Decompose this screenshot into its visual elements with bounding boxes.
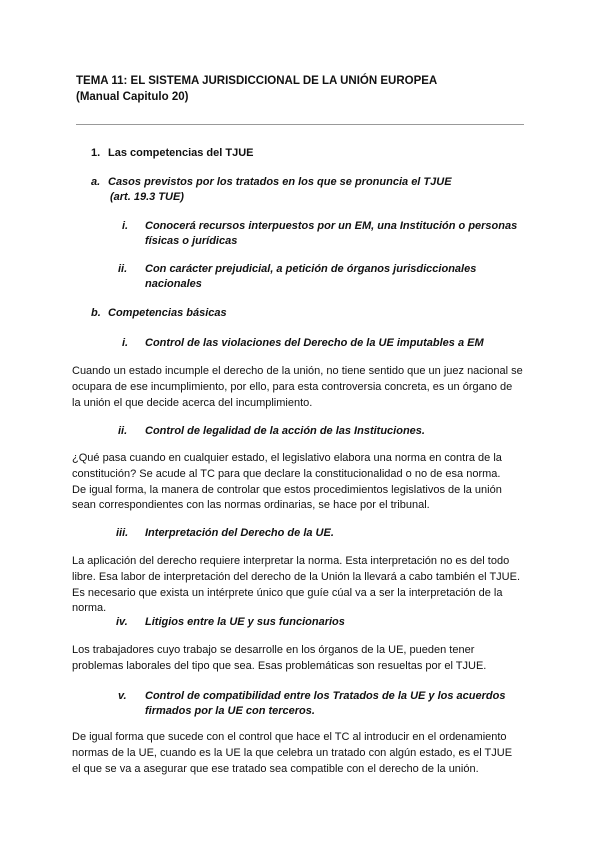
- subsection-b-heading: Competencias básicas: [108, 307, 227, 319]
- a-item-ii-line-1: Con carácter prejudicial, a petición de órganos jurisdiccionales: [145, 263, 477, 275]
- b-item-iv-paragraph: [72, 643, 532, 675]
- subsection-a-line-2: (art. 19.3 TUE): [110, 191, 184, 203]
- paragraph-line: La aplicación del derecho requiere interpretar la norma. Esta interpretación no es del todo: [72, 555, 510, 567]
- paragraph-line: sean correspondientes con las normas ordinarias, se hace por el tribunal.: [72, 499, 430, 512]
- a-item-ii-line-2: nacionales: [145, 278, 202, 290]
- paragraph-line: normas de la UE, cuando es la UE la que celebra un tratado con algún estado, es el TJUE: [72, 746, 513, 759]
- a-item-ii-text: [145, 262, 476, 292]
- paragraph-line: constitución? Se acude al TC para que declare la constitucionalidad o no de esa norma.: [72, 467, 501, 480]
- paragraph-line: ¿Qué pasa cuando en cualquier estado, el legislativo elabora una norma en contra de la: [72, 452, 502, 464]
- paragraph-line: De igual forma que sucede con el control que hace el TC al introducir en el ordenamiento: [72, 731, 507, 743]
- paragraph-line: el que se va a asegurar que ese tratado sea compatible con el derecho de la unión.: [72, 762, 479, 775]
- b-item-v-heading-line-1: Control de compatibilidad entre los Tratados de la UE y los acuerdos: [145, 690, 506, 702]
- a-item-i-line-2: físicas o jurídicas: [145, 235, 238, 247]
- b-item-i-heading: Control de las violaciones del Derecho de la UE imputables a EM: [145, 337, 484, 349]
- b-item-iv-marker: iv.: [116, 616, 128, 628]
- b-item-v-heading: [145, 689, 505, 719]
- paragraph-line: Los trabajadores cuyo trabajo se desarrolle en los órganos de la UE, pueden tener: [72, 644, 475, 656]
- subsection-b-marker: b.: [91, 307, 101, 319]
- b-item-v-marker: v.: [118, 690, 127, 702]
- b-item-ii-paragraph: [72, 451, 532, 514]
- b-item-iv-heading: Litigios entre la UE y sus funcionarios: [145, 616, 345, 628]
- title-line-1: TEMA 11: EL SISTEMA JURISDICCIONAL DE LA UNIÓN EUROPEA: [76, 75, 438, 87]
- paragraph-line: Es necesario que exista un intérprete único que guíe cúal va a ser la interpretación de la: [72, 586, 503, 599]
- paragraph-line: ocupara de ese incumplimiento, por ello, para esta controversia concreta, es un órgano de: [72, 380, 513, 393]
- paragraph-line: De igual forma, la manera de controlar que estos procedimientos legislativos de la unión: [72, 483, 502, 496]
- paragraph-line: problemas laborales del tipo que sea. Esas problemáticas son resueltas por el TJUE.: [72, 659, 487, 672]
- paragraph-line: la unión el que decide acerca del incumplimiento.: [72, 396, 313, 409]
- b-item-i-marker: i.: [122, 337, 129, 349]
- a-item-ii-marker: ii.: [118, 263, 128, 275]
- paragraph-line: Cuando un estado incumple el derecho de la unión, no tiene sentido que un juez nacional se: [72, 365, 523, 377]
- b-item-iii-paragraph: [72, 554, 532, 617]
- subsection-a-marker: a.: [91, 176, 101, 188]
- b-item-i-paragraph: [72, 364, 532, 411]
- paragraph-line: libre. Esa labor de interpretación del derecho de la Unión la llevará a cabo también el TJUE.: [72, 570, 520, 583]
- a-item-i-line-1: Conocerá recursos interpuestos por un EM, una Institución o personas: [145, 220, 518, 232]
- title-line-2: (Manual Capitulo 20): [76, 91, 189, 103]
- horizontal-divider: [76, 124, 524, 125]
- subsection-a-line-1: Casos previstos por los tratados en los que se pronuncia el TJUE: [108, 176, 452, 188]
- b-item-iii-marker: iii.: [116, 527, 129, 539]
- a-item-i-text: [145, 219, 517, 249]
- b-item-iii-heading: Interpretación del Derecho de la UE.: [145, 527, 334, 539]
- b-item-ii-heading: Control de legalidad de la acción de las Instituciones.: [145, 425, 425, 437]
- a-item-i-marker: i.: [122, 220, 129, 232]
- section-1-heading: Las competencias del TJUE: [108, 147, 254, 159]
- subsection-a-heading: [108, 175, 452, 205]
- section-1-number: 1.: [91, 147, 101, 159]
- paragraph-line: norma.: [72, 602, 107, 615]
- b-item-v-heading-line-2: firmados por la UE con terceros.: [145, 705, 315, 717]
- b-item-ii-marker: ii.: [118, 425, 128, 437]
- document-title: [76, 73, 437, 105]
- b-item-v-paragraph: [72, 730, 532, 777]
